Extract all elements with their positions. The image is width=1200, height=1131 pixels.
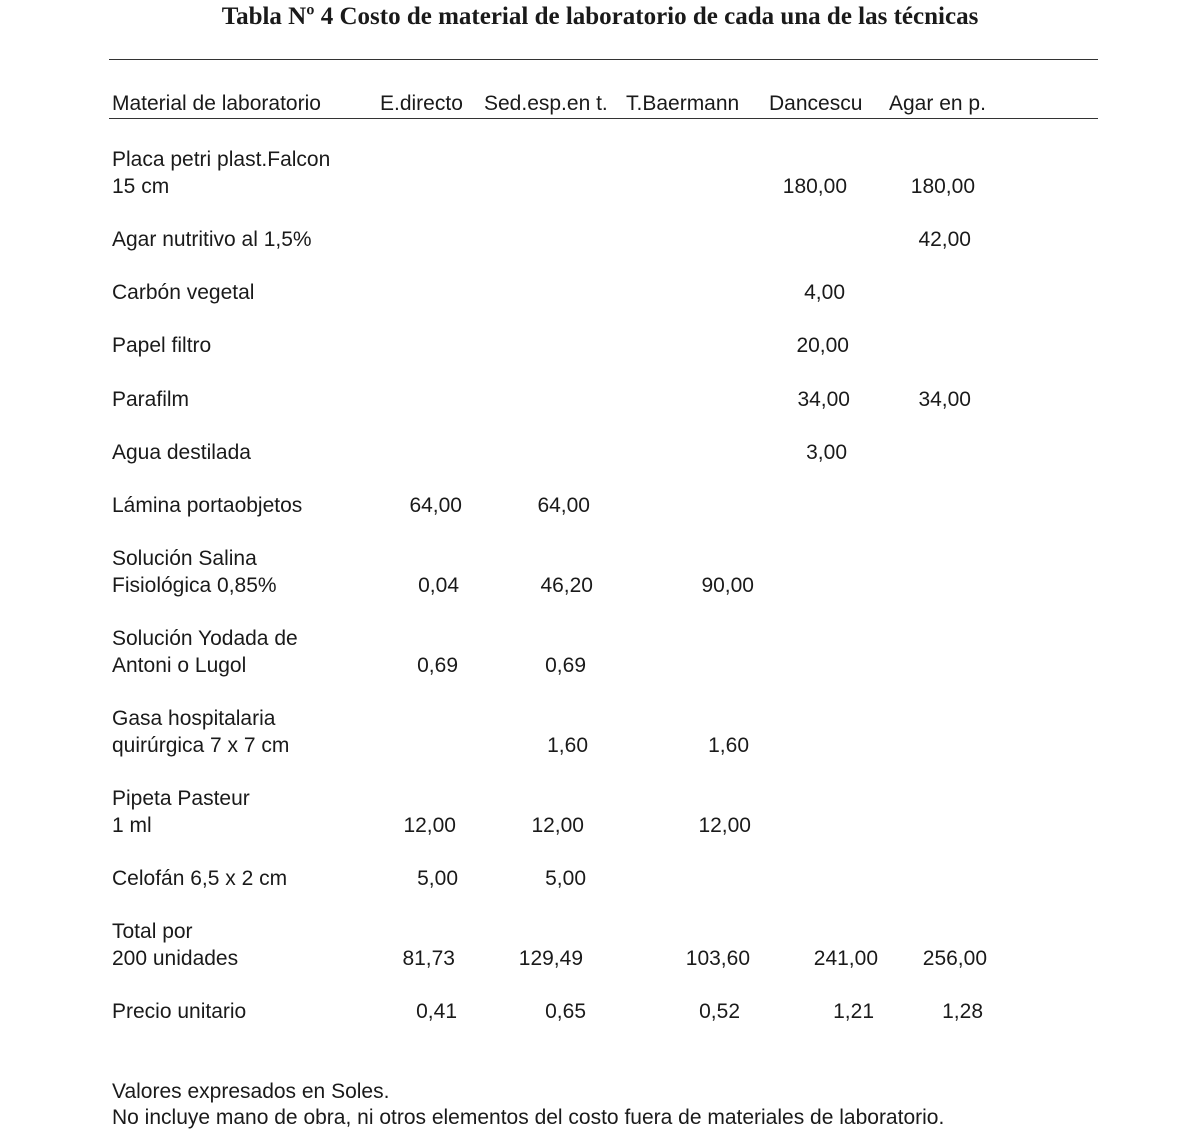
row-label: Parafilm	[112, 388, 190, 411]
row-label: Placa petri plast.Falcon	[112, 148, 331, 171]
row-label: Gasa hospitalaria	[112, 707, 276, 730]
row-label: quirúrgica 7 x 7 cm	[112, 734, 290, 757]
row-label: Solución Yodada de	[112, 627, 298, 650]
header-material: Material de laboratorio	[112, 92, 321, 115]
table-top-rule	[109, 59, 1098, 60]
header-baermann: T.Baermann	[626, 92, 740, 115]
cell-e-directo: 0,41	[416, 1000, 457, 1023]
cell-baermann: 90,00	[701, 574, 754, 597]
cell-baermann: 0,52	[699, 1000, 740, 1023]
cell-baermann: 12,00	[698, 814, 751, 837]
cell-dancescu: 180,00	[782, 175, 847, 198]
row-label: Antoni o Lugol	[112, 654, 247, 677]
cell-dancescu: 1,21	[833, 1000, 874, 1023]
header-e-directo: E.directo	[380, 92, 463, 115]
row-label: Fisiológica 0,85%	[112, 574, 277, 597]
row-label: Celofán 6,5 x 2 cm	[112, 867, 288, 890]
cell-sed-esp: 0,65	[545, 1000, 586, 1023]
row-label: Lámina portaobjetos	[112, 494, 303, 517]
cell-sed-esp: 129,49	[518, 947, 583, 970]
cell-agar: 42,00	[918, 228, 971, 251]
cell-dancescu: 34,00	[797, 388, 850, 411]
cell-baermann: 103,60	[685, 947, 750, 970]
cell-dancescu: 241,00	[813, 947, 878, 970]
row-label: Solución Salina	[112, 547, 257, 570]
cell-e-directo: 81,73	[402, 947, 455, 970]
row-label: Agar nutritivo al 1,5%	[112, 228, 312, 251]
row-label: Precio unitario	[112, 1000, 247, 1023]
row-label: Papel filtro	[112, 334, 212, 357]
header-bottom-rule	[109, 118, 1098, 119]
row-label: 15 cm	[112, 175, 170, 198]
row-label: Agua destilada	[112, 441, 251, 464]
header-sed-esp: Sed.esp.en t.	[484, 92, 608, 115]
cell-e-directo: 0,69	[417, 654, 458, 677]
note-currency: Valores expresados en Soles.	[112, 1080, 390, 1103]
cell-agar: 180,00	[910, 175, 975, 198]
cell-agar: 256,00	[922, 947, 987, 970]
cell-baermann: 1,60	[708, 734, 749, 757]
row-label: Total por	[112, 920, 193, 943]
row-label: Pipeta Pasteur	[112, 787, 250, 810]
cell-sed-esp: 1,60	[547, 734, 588, 757]
cell-sed-esp: 12,00	[531, 814, 584, 837]
cell-agar: 1,28	[942, 1000, 983, 1023]
cell-sed-esp: 64,00	[537, 494, 590, 517]
cell-dancescu: 3,00	[806, 441, 847, 464]
cell-sed-esp: 46,20	[540, 574, 593, 597]
cell-e-directo: 0,04	[418, 574, 459, 597]
header-agar: Agar en p.	[889, 92, 986, 115]
header-dancescu: Dancescu	[769, 92, 863, 115]
table-title: Tabla Nº 4 Costo de material de laboratorio de cada una de las técnicas	[221, 3, 979, 30]
row-label: 200 unidades	[112, 947, 239, 970]
cell-dancescu: 4,00	[804, 281, 845, 304]
row-label: 1 ml	[112, 814, 152, 837]
cell-sed-esp: 5,00	[545, 867, 586, 890]
cell-sed-esp: 0,69	[545, 654, 586, 677]
row-label: Carbón vegetal	[112, 281, 255, 304]
cell-e-directo: 12,00	[403, 814, 456, 837]
cell-e-directo: 64,00	[409, 494, 462, 517]
note-exclusions: No incluye mano de obra, ni otros elementos del costo fuera de materiales de laboratorio.	[112, 1106, 945, 1129]
cell-e-directo: 5,00	[417, 867, 458, 890]
cell-dancescu: 20,00	[796, 334, 849, 357]
cell-agar: 34,00	[918, 388, 971, 411]
